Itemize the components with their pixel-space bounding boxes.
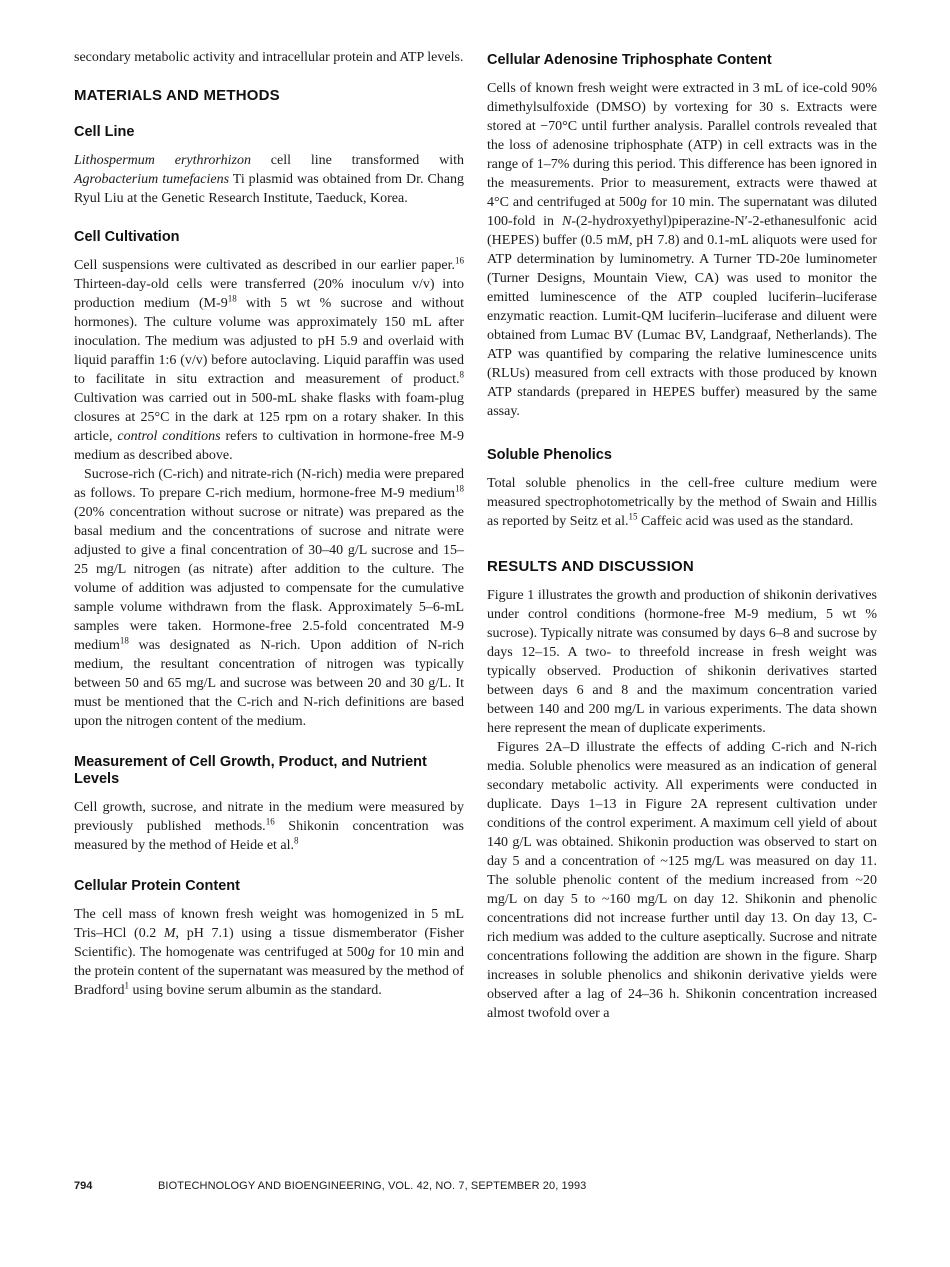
measurement-paragraph: Cell growth, sucrose, and nitrate in the medium were measured by previously published methods.$^{16}$ Shikonin concentration was measured by the method of Heide et al.$^8$ — [74, 800, 464, 853]
subsection-heading-atp: Cellular Adenosine Triphosphate Content — [487, 52, 772, 68]
results-paragraph-1: Figure 1 illustrates the growth and production of shikonin derivatives under control conditions (hormone-free M-9 medium, 5 wt % sucrose). Typically nitrate was consumed by days 6–8 and sucrose by days 12–15. A two- to threefold increase in fresh weight was typically observed. Production of shikonin derivatives started between days 6 and 8 and the maximum concentration varied between 140 and 200 mg/L in various experiments. The data shown here represent the mean of duplicate experiments. — [487, 588, 877, 736]
cell-cultivation-paragraph-1: Cell suspensions were cultivated as described in our earlier paper.$^{16}$ Thirteen-day-old cells were transferred (20% inoculum v/v) into production medium ($M-9^{18}$ with 5 wt % sucrose and without hormones). The culture volume was approximately 150 mL after inoculation. The medium was adjusted to pH 5.9 and overlaid with liquid paraffin 1:6 (v/v) before autoclaving. Liquid paraffin was used to facilitate in situ extraction and measurement of product.$^8$ Cultivation was carried out in 500-mL shake flasks with foam-plug closures at 25°C in the dark at 125 rpm on a rotary shaker. In this article, control conditions refers to cultivation in hormone-free M-9 medium as described above. — [74, 255, 465, 463]
section-heading-results-discussion: RESULTS AND DISCUSSION — [487, 558, 694, 575]
results-paragraph-2: Figures 2A–D illustrate the effects of adding C-rich and N-rich media. Soluble phenolics were measured as an indication of general secondary metabolic activity. All experiments were conducted in duplicate. Days 1–13 in Figure 2A represent cultivation under conditions of the control experiment. A maximum cell yield of about 140 g/L was obtained. Shikonin production was observed to start on day 5 and a concentration of ~125 mg/L was measured on day 11. The soluble phenolic content of the medium increased from ~20 mg/L on day 5 to ~160 mg/L on day 12. Shikonin and phenolic concentrations did not increase further until day 13. On day 13, C-rich medium was added to the culture aseptically. Sucrose and nitrate concentrations following the addition are shown in the figure. Sharp increases in soluble phenolics and shikonin derivative yields were observed after a lag of 24–36 h. Shikonin concentration increased almost twofold over a — [487, 740, 877, 1021]
left-column — [74, 48, 464, 1000]
protein-paragraph: The cell mass of known fresh weight was homogenized in 5 mL Tris–HCl (0.2 M, pH 7.1) using a tissue dismemberator (Fisher Scientific). The homogenate was centrifuged at 500g for 10 min and the protein content of the supernatant was measured by the method of Bradford$^1$ using bovine serum albumin as the standard. — [74, 907, 464, 998]
right-column — [487, 48, 877, 1023]
page-number: 794 — [74, 1180, 93, 1192]
journal-citation: BIOTECHNOLOGY AND BIOENGINEERING, VOL. 42, NO. 7, SEPTEMBER 20, 1993 — [158, 1180, 587, 1192]
atp-paragraph: Cells of known fresh weight were extracted in 3 mL of ice-cold 90% dimethylsulfoxide (DMSO) by vortexing for 30 s. Extracts were stored at −70°C until further analysis. Parallel controls revealed that the loss of adenosine triphosphate (ATP) in cell extracts was in the range of 1–7% during this period. This difference has been ignored in the measurements. Prior to measurement, extracts were thawed at 4°C and centrifuged at 500g for 10 min. The supernatant was diluted 100-fold in N-(2-hydroxyethyl)piperazine-N′-2-ethanesulfonic acid (HEPES) buffer (0.5 mM, pH 7.8) and 0.1-mL aliquots were used for ATP determination by luminometry. A Turner TD-20e luminometer (Turner Designs, Mountain View, CA) was used to monitor the emitted luminescence of the ATP coupled luciferin–luciferase enzymatic reaction. Lumit-QM luciferin–luciferase and diluent were obtained from Lumac BV (Lumac BV, Landgraaf, Netherlands). The ATP was quantified by comparing the relative luminescence units (RLUs) measured from cell extracts with those produced by known ATP standards (prepared in HEPES buffer) measured by the same assay. — [487, 81, 878, 419]
subsection-heading-phenolics: Soluble Phenolics — [487, 447, 612, 463]
subsection-heading-measurement: Measurement of Cell Growth, Product, and Nutrient Levels — [74, 754, 427, 787]
cell-cultivation-paragraph-2: Sucrose-rich (C-rich) and nitrate-rich (N-rich) media were prepared as follows. To prepare C-rich medium, hormone-free M-9 medium$^{18}$ (20% concentration without sucrose or nitrate) was prepared as the basal medium and the concentrations of sucrose and nitrate were adjusted to give a final concentration of 30–40 g/L sucrose and 15–25 mg/L nitrogen (as nitrate) after addition to the culture. The volume of addition was adjusted to compensate for the cumulative sample volume withdrawn from the flask. Approximately 5–6-mL samples were taken. Hormone-free 2.5-fold concentrated M-9 medium$^{18}$ was designated as N-rich. Upon addition of N-rich medium, the resultant concentration of nitrogen was typically between 50 and 65 mg/L and sucrose was between 20 and 30 g/L. It must be mentioned that the C-rich and N-rich definitions are based upon the nitrogen content of the medium. — [74, 467, 464, 729]
subsection-heading-cell-line: Cell Line — [74, 124, 135, 140]
subsection-heading-protein: Cellular Protein Content — [74, 878, 240, 894]
intro-paragraph: secondary metabolic activity and intracellular protein and ATP levels. — [74, 50, 464, 65]
section-heading-materials-methods: MATERIALS AND METHODS — [74, 87, 280, 104]
subsection-heading-cell-cultivation: Cell Cultivation — [74, 229, 180, 245]
cell-line-paragraph: Lithospermum erythrorhizon cell line transformed with Agrobacterium tumefaciens Ti plasmid was obtained from Dr. Chang Ryul Liu at the Genetic Research Institute, Taeduck, Korea. — [74, 153, 464, 206]
phenolics-paragraph: Total soluble phenolics in the cell-free culture medium were measured spectrophotometrically by the method of Swain and Hillis as reported by Seitz et al.$^{15}$ Caffeic acid was used as the standard. — [487, 476, 877, 529]
